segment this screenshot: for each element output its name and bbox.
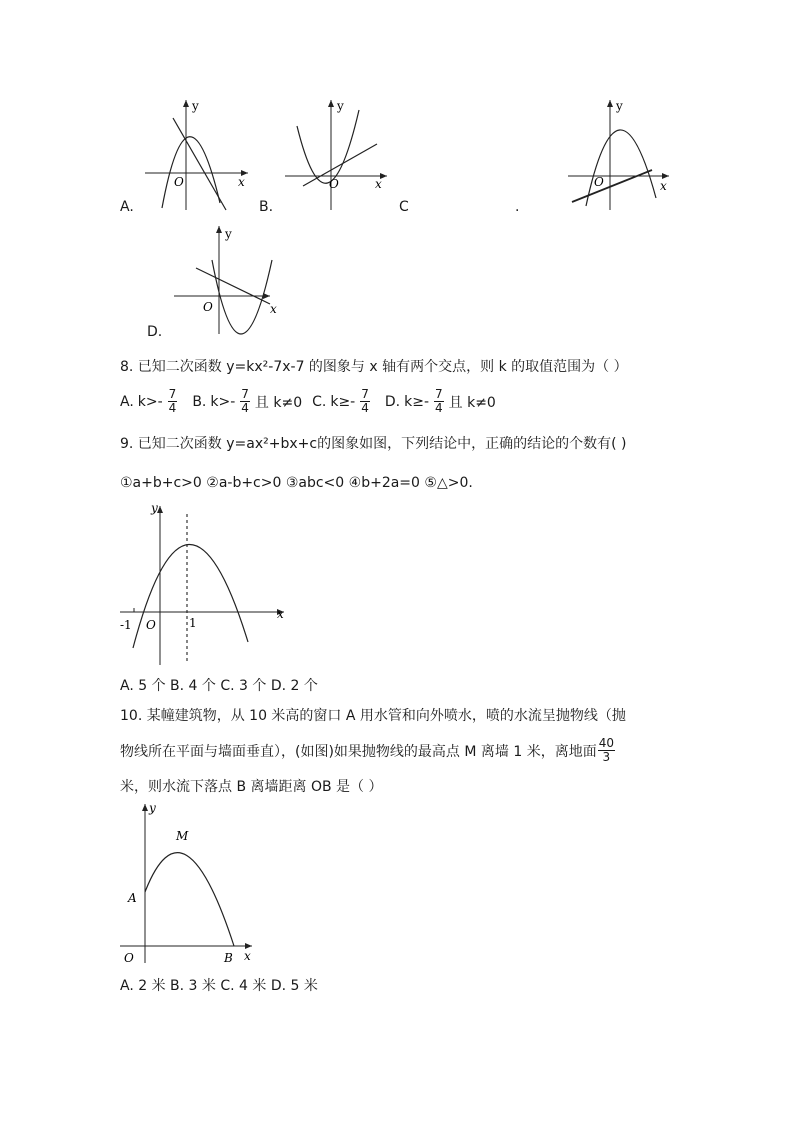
q8-option-c[interactable] bbox=[312, 388, 375, 415]
q10-origin-label: O bbox=[124, 951, 134, 965]
q8-option-b-pre: k>- bbox=[210, 393, 236, 410]
q10-line3: 米，则水流下落点 B 离墙距离 OB 是（ ） bbox=[120, 779, 383, 795]
q8-option-d-pre: k≥- bbox=[404, 393, 429, 410]
q7-graph-a bbox=[140, 98, 250, 218]
q7a-y-label: y bbox=[192, 99, 199, 113]
q8-option-a-label: A. bbox=[120, 393, 134, 410]
q7-graph-c bbox=[566, 98, 676, 218]
q9-graph bbox=[116, 500, 291, 668]
q7a-origin-label: O bbox=[174, 175, 184, 189]
q10-graph bbox=[116, 798, 261, 968]
q7-option-c: C bbox=[399, 199, 409, 215]
q8-option-b-post: 且 k≠0 bbox=[254, 394, 303, 411]
q8-option-c-fraction: $\frac{7}{4}$ bbox=[361, 387, 369, 415]
q8-option-d-post: 且 k≠0 bbox=[448, 394, 496, 411]
q7b-y-label: y bbox=[337, 99, 344, 113]
q10-line2 bbox=[120, 737, 616, 764]
q9-origin-label: O bbox=[146, 618, 156, 632]
q9-one-label: 1 bbox=[189, 616, 197, 630]
q9-answers: A. 5 个 B. 4 个 C. 3 个 D. 2 个 bbox=[120, 678, 318, 694]
q7b-origin-label: O bbox=[329, 177, 339, 191]
q9-stem: 9. 已知二次函数 y=ax²+bx+c的图象如图，下列结论中，正确的结论的个数有( ) bbox=[120, 436, 627, 452]
q7d-origin-label: O bbox=[203, 300, 213, 314]
q7d-x-label: x bbox=[270, 302, 277, 316]
q8-option-a[interactable] bbox=[120, 388, 182, 415]
q8-option-d-label: D. bbox=[384, 393, 401, 410]
q9-conditions: ①a+b+c>0 ②a-b+c>0 ③abc<0 ④b+2a=0 ⑤△>0. bbox=[120, 475, 473, 491]
q7-graph-d bbox=[172, 222, 282, 340]
q10-line1: 10. 某幢建筑物，从 10 米高的窗口 A 用水管和向外喷水，喷的水流呈抛物线（抛 bbox=[120, 708, 626, 724]
q8-option-b-fraction: $\frac{7}{4}$ bbox=[241, 387, 249, 415]
q10-line2-text: 物线所在平面与墙面垂直），(如图)如果抛物线的最高点 M 离墙 1 米，离地面 bbox=[120, 743, 597, 760]
q7c-y-label: y bbox=[616, 99, 623, 113]
q10-x-label: x bbox=[244, 949, 251, 963]
q7a-x-label: x bbox=[238, 175, 245, 189]
q8-option-b[interactable] bbox=[192, 388, 302, 415]
q8-stem: 8. 已知二次函数 y=kx²-7x-7 的图象与 x 轴有两个交点，则 k 的取值范围为（ ） bbox=[120, 359, 628, 375]
q8-option-c-label: C. bbox=[312, 393, 327, 410]
q8-option-d-fraction: $\frac{7}{4}$ bbox=[435, 387, 443, 415]
q8-option-c-pre: k≥- bbox=[330, 393, 356, 410]
q7-graph-b bbox=[283, 98, 393, 218]
q10-height-fraction: $\frac{40}{3}$ bbox=[598, 736, 614, 764]
q7d-y-label: y bbox=[225, 227, 232, 241]
q8-option-b-label: B. bbox=[192, 393, 207, 410]
q10-answers: A. 2 米 B. 3 米 C. 4 米 D. 5 米 bbox=[120, 978, 318, 994]
q7c-x-label: x bbox=[660, 179, 667, 193]
q9-x-label: x bbox=[277, 607, 284, 621]
q7b-x-label: x bbox=[375, 177, 382, 191]
q10-y-label: y bbox=[149, 801, 156, 815]
q7-option-d: D. bbox=[147, 324, 163, 340]
q8-options bbox=[120, 388, 496, 415]
q10-point-a-label: A bbox=[128, 891, 137, 905]
q7-option-a: A. bbox=[120, 199, 134, 215]
q7c-origin-label: O bbox=[594, 175, 604, 189]
q9-neg-one-label: -1 bbox=[120, 618, 132, 632]
q10-point-b-label: B bbox=[224, 951, 233, 965]
q7-option-b: B. bbox=[259, 199, 274, 215]
q8-option-a-fraction: $\frac{7}{4}$ bbox=[168, 387, 177, 415]
q10-point-m-label: M bbox=[176, 829, 189, 843]
q8-option-d[interactable] bbox=[385, 388, 496, 415]
q9-y-label: y bbox=[151, 501, 158, 515]
q7-option-c-dot: . bbox=[515, 199, 520, 215]
q8-option-a-pre: k>- bbox=[137, 393, 163, 410]
